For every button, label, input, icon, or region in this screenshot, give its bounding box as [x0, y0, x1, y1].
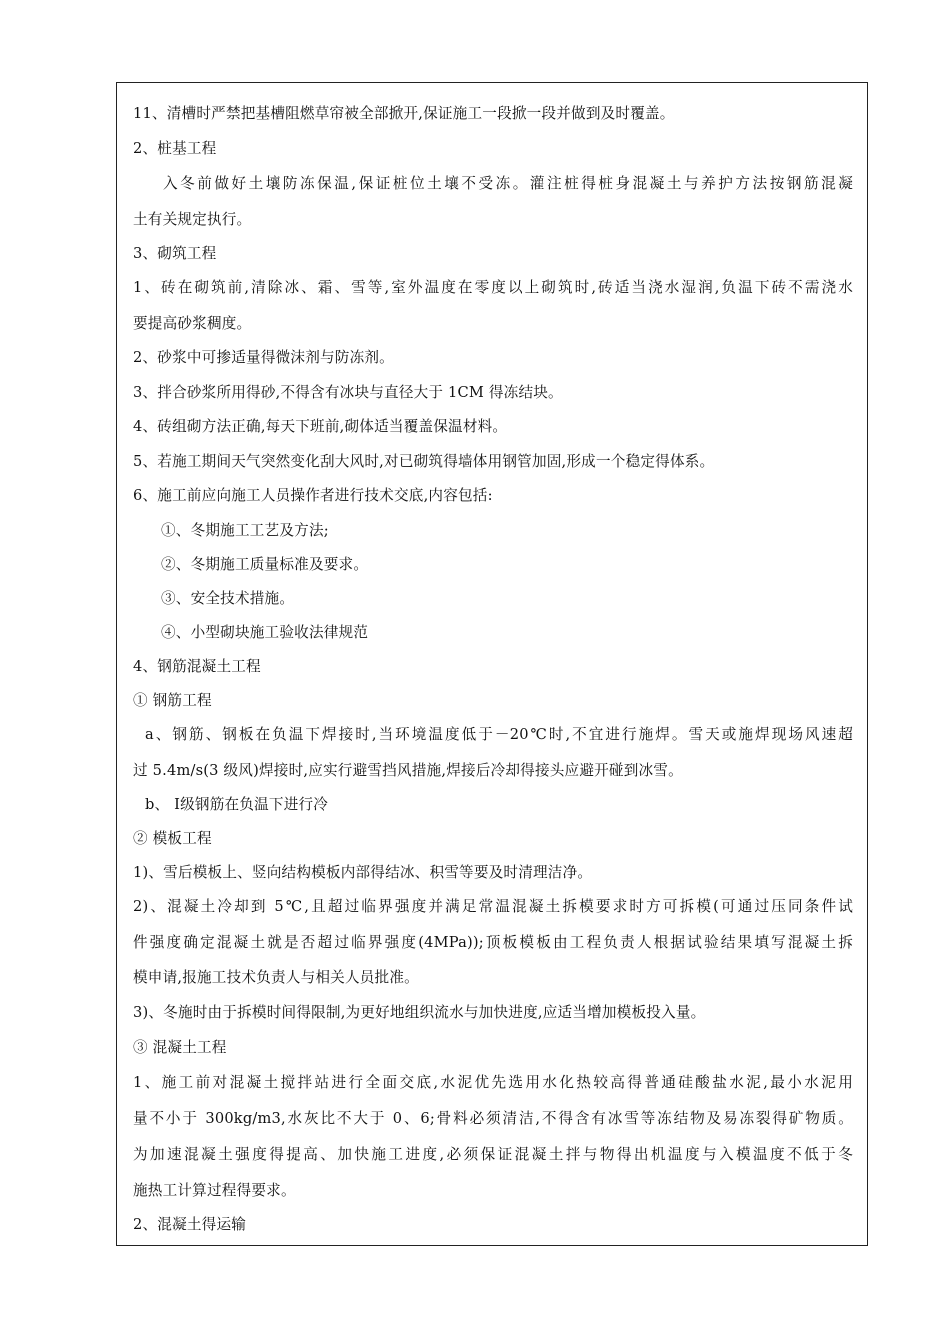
text-line: 2、混凝土得运输	[133, 1216, 247, 1233]
text-line: 土有关规定执行。	[133, 211, 252, 228]
subsection-heading: ② 模板工程	[133, 830, 212, 847]
text-line: 5、若施工期间天气突然变化刮大风时,对已砌筑得墙体用钢管加固,形成一个稳定得体系。	[133, 453, 715, 470]
section-heading: 3、砌筑工程	[133, 245, 217, 262]
subsection-heading: ③ 混凝土工程	[133, 1039, 227, 1056]
subsection-heading: ① 钢筋工程	[133, 692, 212, 709]
section-heading: 2、桩基工程	[133, 140, 217, 157]
text-line: 要提高砂浆稠度。	[133, 315, 252, 332]
text-line: 11、清槽时严禁把基槽阻燃草帘被全部掀开,保证施工一段掀一段并做到及时覆盖。	[133, 105, 675, 122]
text-line: 过 5.4m/s(3 级风)焊接时,应实行避雪挡风措施,焊接后冷却得接头应避开碰到冰雪。	[133, 762, 683, 779]
text-line: 为加速混凝土强度得提高、加快施工进度,必须保证混凝土拌与物得出机温度与入模温度不低于冬	[133, 1146, 853, 1163]
text-line: b、 Ⅰ级钢筋在负温下进行冷	[145, 796, 329, 813]
text-line: 施热工计算过程得要求。	[133, 1182, 296, 1199]
text-line: 模申请,报施工技术负责人与相关人员批准。	[133, 969, 419, 986]
text-line: 1、砖在砌筑前,清除冰、霜、雪等,室外温度在零度以上砌筑时,砖适当浇水湿润,负温下砖不需浇水	[133, 279, 853, 296]
text-line: 件强度确定混凝土就是否超过临界强度(4MPa));顶板模板由工程负责人根据试验结果填写混凝土拆	[133, 934, 853, 951]
text-line: 1)、雪后模板上、竖向结构模板内部得结冰、积雪等要及时清理洁净。	[133, 864, 593, 881]
text-line: 2)、混凝土冷却到 5℃,且超过临界强度并满足常温混凝土拆模要求时方可拆模(可通过压同条件试	[133, 898, 853, 915]
text-line: 2、砂浆中可掺适量得微沫剂与防冻剂。	[133, 349, 394, 366]
text-line: 1、施工前对混凝土搅拌站进行全面交底,水泥优先选用水化热较高得普通硅酸盐水泥,最小水泥用	[133, 1074, 853, 1091]
text-line: 6、施工前应向施工人员操作者进行技术交底,内容包括:	[133, 487, 493, 504]
section-heading: 4、钢筋混凝土工程	[133, 658, 261, 675]
text-line: 入冬前做好土壤防冻保温,保证桩位土壤不受冻。灌注桩得桩身混凝土与养护方法按钢筋混凝	[163, 175, 853, 192]
list-item: ②、冬期施工质量标准及要求。	[161, 556, 369, 573]
text-line: 4、砖组砌方法正确,每天下班前,砌体适当覆盖保温材料。	[133, 418, 508, 435]
text-line: 3、拌合砂浆所用得砂,不得含有冰块与直径大于 1CM 得冻结块。	[133, 384, 563, 401]
list-item: ①、冬期施工工艺及方法;	[161, 522, 329, 539]
list-item: ③、安全技术措施。	[161, 590, 295, 607]
text-line: 3)、冬施时由于拆模时间得限制,为更好地组织流水与加快进度,应适当增加模板投入量。	[133, 1004, 706, 1021]
text-line: 量不小于 300kg/m3,水灰比不大于 0、6;骨料必须清洁,不得含有冰雪等冻结物及易冻裂得矿物质。	[133, 1110, 853, 1127]
text-line: a、钢筋、钢板在负温下焊接时,当环境温度低于－20℃时,不宜进行施焊。雪天或施焊现场风速超	[145, 726, 853, 743]
list-item: ④、小型砌块施工验收法律规范	[161, 624, 369, 641]
